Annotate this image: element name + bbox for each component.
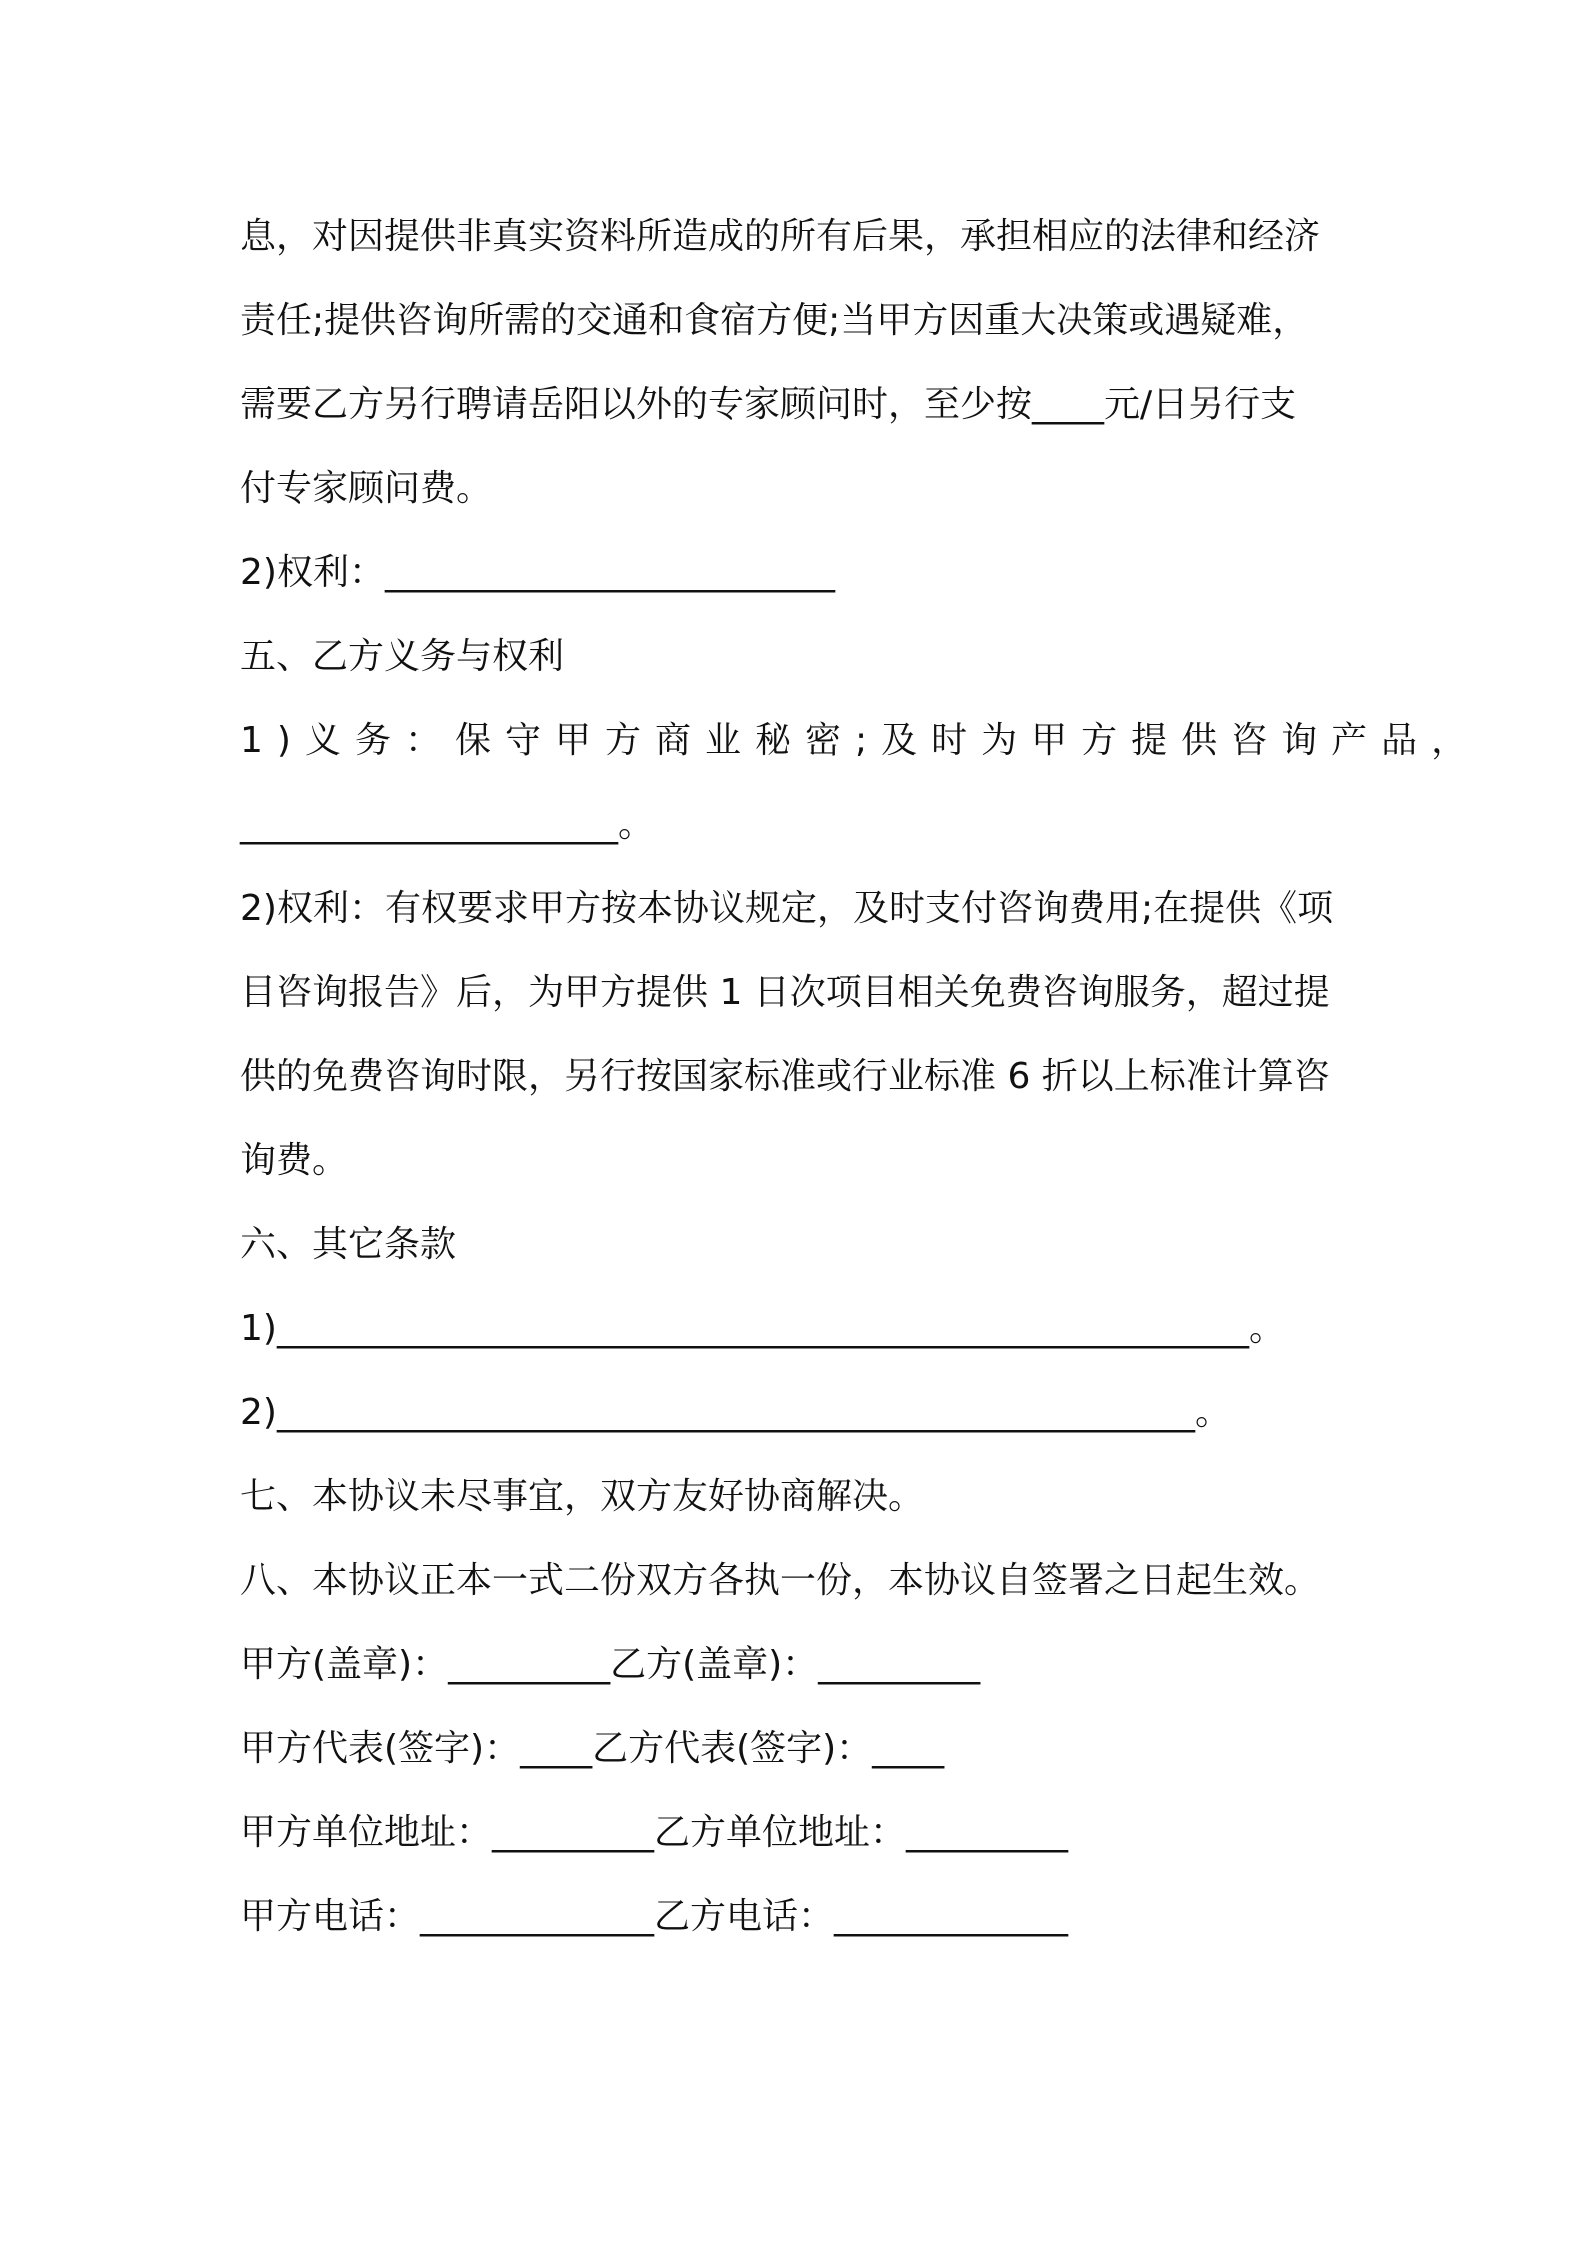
party-b-rights-line-4: 询费。 (240, 1140, 349, 1181)
party-b-obligations-blank: _____________________。 (240, 804, 654, 845)
section-8: 八、本协议正本一式二份双方各执一份，本协议自签署之日起生效。 (240, 1560, 1321, 1601)
party-b-rights-line-2: 目咨询报告》后，为甲方提供 1 日次项目相关免费咨询服务，超过提 (240, 972, 1330, 1013)
party-b-rights-line-3: 供的免费咨询时限，另行按国家标准或行业标准 6 折以上标准计算咨 (240, 1056, 1330, 1097)
text-line-1: 息，对因提供非真实资料所造成的所有后果，承担相应的法律和经济 (240, 216, 1321, 257)
representative-signature-line: 甲方代表(签字)：____乙方代表(签字)：____ (240, 1728, 945, 1769)
party-a-rights: 2)权利：_________________________ (240, 552, 835, 593)
party-b-obligations: 1)义务：保守甲方商业秘密;及时为甲方提供咨询产品， (240, 720, 1482, 761)
text-line-3: 需要乙方另行聘请岳阳以外的专家顾问时，至少按____元/日另行支 (240, 384, 1297, 425)
address-line: 甲方单位地址：_________乙方单位地址：_________ (240, 1812, 1069, 1853)
text-line-4: 付专家顾问费。 (240, 468, 493, 509)
document-page (240, 195, 1482, 1959)
other-clause-1: 1)______________________________________________________。 (240, 1308, 1285, 1349)
phone-line: 甲方电话：_____________乙方电话：_____________ (240, 1896, 1069, 1937)
section-7: 七、本协议未尽事宜，双方友好协商解决。 (240, 1476, 925, 1517)
other-clause-2: 2)___________________________________________________。 (240, 1392, 1231, 1433)
seal-line: 甲方(盖章)：_________乙方(盖章)：_________ (240, 1644, 981, 1685)
party-b-rights-line-1: 2)权利：有权要求甲方按本协议规定，及时支付咨询费用;在提供《项 (240, 888, 1334, 929)
section-5-heading: 五、乙方义务与权利 (240, 636, 565, 677)
text-line-2: 责任;提供咨询所需的交通和食宿方便;当甲方因重大决策或遇疑难， (240, 300, 1309, 341)
section-6-heading: 六、其它条款 (240, 1224, 457, 1265)
